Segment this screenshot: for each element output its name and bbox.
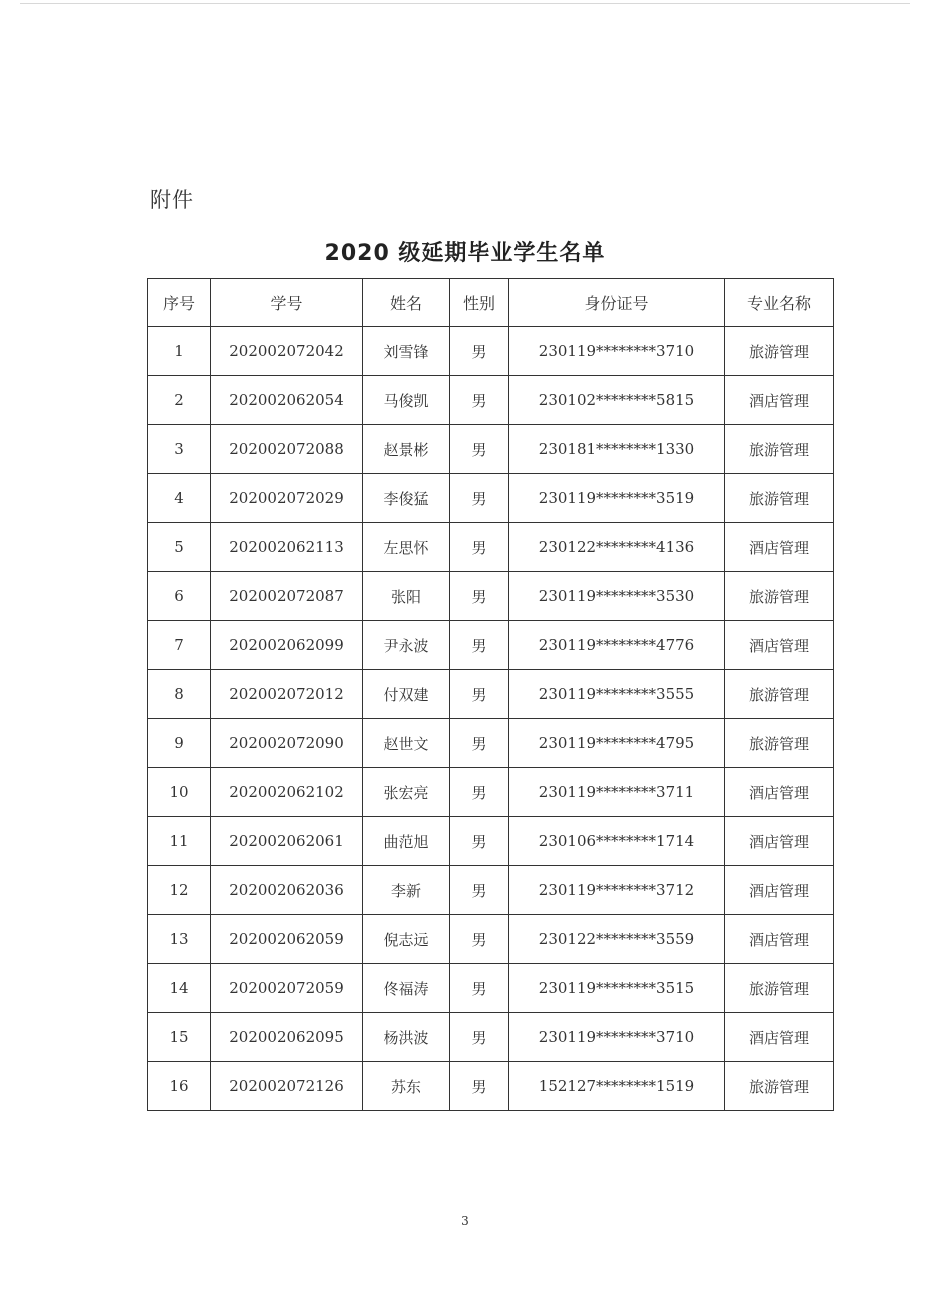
cell-major: 酒店管理 (725, 621, 834, 670)
table-row (148, 1013, 834, 1062)
cell-index: 13 (148, 915, 211, 964)
cell-student-id: 202002072029 (211, 474, 363, 523)
cell-name: 李俊猛 (363, 474, 450, 523)
attachment-label: 附件 (150, 188, 194, 212)
cell-id-number: 230181********1330 (509, 425, 725, 474)
cell-gender: 男 (450, 1013, 509, 1062)
table-row (148, 425, 834, 474)
cell-gender: 男 (450, 523, 509, 572)
cell-index: 6 (148, 572, 211, 621)
student-roster-table (147, 278, 834, 1111)
cell-index: 15 (148, 1013, 211, 1062)
document-title: 2020 级延期毕业学生名单 (324, 241, 606, 266)
cell-student-id: 202002062102 (211, 768, 363, 817)
cell-id-number: 230119********3515 (509, 964, 725, 1013)
header-id-number: 身份证号 (509, 279, 725, 327)
cell-student-id: 202002062113 (211, 523, 363, 572)
cell-gender: 男 (450, 866, 509, 915)
cell-student-id: 202002062099 (211, 621, 363, 670)
cell-id-number: 230122********3559 (509, 915, 725, 964)
cell-index: 4 (148, 474, 211, 523)
cell-gender: 男 (450, 964, 509, 1013)
cell-id-number: 230119********3555 (509, 670, 725, 719)
cell-id-number: 230119********3711 (509, 768, 725, 817)
cell-major: 旅游管理 (725, 425, 834, 474)
cell-gender: 男 (450, 425, 509, 474)
cell-major: 酒店管理 (725, 1013, 834, 1062)
table-row (148, 915, 834, 964)
cell-name: 倪志远 (363, 915, 450, 964)
cell-major: 旅游管理 (725, 719, 834, 768)
cell-gender: 男 (450, 572, 509, 621)
cell-student-id: 202002062036 (211, 866, 363, 915)
cell-index: 9 (148, 719, 211, 768)
cell-gender: 男 (450, 376, 509, 425)
cell-index: 16 (148, 1062, 211, 1111)
cell-id-number: 230119********3710 (509, 1013, 725, 1062)
header-gender: 性别 (450, 279, 509, 327)
cell-id-number: 230122********4136 (509, 523, 725, 572)
cell-student-id: 202002062095 (211, 1013, 363, 1062)
cell-index: 11 (148, 817, 211, 866)
table-row (148, 866, 834, 915)
cell-id-number: 230119********3712 (509, 866, 725, 915)
table-row (148, 719, 834, 768)
table-row (148, 670, 834, 719)
cell-index: 14 (148, 964, 211, 1013)
cell-name: 苏东 (363, 1062, 450, 1111)
cell-id-number: 230119********4795 (509, 719, 725, 768)
cell-name: 张阳 (363, 572, 450, 621)
cell-major: 酒店管理 (725, 768, 834, 817)
table-row (148, 523, 834, 572)
cell-gender: 男 (450, 327, 509, 376)
cell-student-id: 202002072042 (211, 327, 363, 376)
cell-student-id: 202002072088 (211, 425, 363, 474)
cell-major: 旅游管理 (725, 964, 834, 1013)
cell-student-id: 202002072087 (211, 572, 363, 621)
cell-index: 12 (148, 866, 211, 915)
cell-major: 旅游管理 (725, 670, 834, 719)
cell-index: 1 (148, 327, 211, 376)
cell-gender: 男 (450, 768, 509, 817)
cell-index: 3 (148, 425, 211, 474)
cell-student-id: 202002072126 (211, 1062, 363, 1111)
cell-name: 左思怀 (363, 523, 450, 572)
header-name: 姓名 (363, 279, 450, 327)
cell-student-id: 202002072012 (211, 670, 363, 719)
cell-name: 赵世文 (363, 719, 450, 768)
cell-name: 付双建 (363, 670, 450, 719)
cell-major: 旅游管理 (725, 572, 834, 621)
cell-name: 杨洪波 (363, 1013, 450, 1062)
table-row (148, 817, 834, 866)
table-header-row (148, 279, 834, 327)
cell-index: 7 (148, 621, 211, 670)
table-row (148, 768, 834, 817)
cell-name: 刘雪锋 (363, 327, 450, 376)
cell-student-id: 202002072059 (211, 964, 363, 1013)
cell-major: 旅游管理 (725, 474, 834, 523)
cell-student-id: 202002062061 (211, 817, 363, 866)
cell-gender: 男 (450, 915, 509, 964)
cell-name: 曲范旭 (363, 817, 450, 866)
cell-major: 旅游管理 (725, 327, 834, 376)
cell-student-id: 202002062059 (211, 915, 363, 964)
cell-id-number: 230119********3710 (509, 327, 725, 376)
cell-id-number: 230106********1714 (509, 817, 725, 866)
table-row (148, 327, 834, 376)
cell-id-number: 230119********3519 (509, 474, 725, 523)
table-row (148, 474, 834, 523)
cell-index: 5 (148, 523, 211, 572)
cell-name: 尹永波 (363, 621, 450, 670)
cell-major: 酒店管理 (725, 915, 834, 964)
header-major: 专业名称 (725, 279, 834, 327)
table-row (148, 964, 834, 1013)
page-number: 3 (461, 1214, 469, 1228)
scan-edge-line (20, 3, 910, 4)
cell-index: 10 (148, 768, 211, 817)
cell-gender: 男 (450, 621, 509, 670)
table-row (148, 572, 834, 621)
table-row (148, 376, 834, 425)
cell-name: 佟福涛 (363, 964, 450, 1013)
cell-id-number: 230119********4776 (509, 621, 725, 670)
cell-id-number: 230102********5815 (509, 376, 725, 425)
cell-gender: 男 (450, 817, 509, 866)
cell-gender: 男 (450, 670, 509, 719)
cell-name: 李新 (363, 866, 450, 915)
cell-student-id: 202002062054 (211, 376, 363, 425)
cell-id-number: 230119********3530 (509, 572, 725, 621)
cell-gender: 男 (450, 1062, 509, 1111)
cell-major: 旅游管理 (725, 1062, 834, 1111)
cell-name: 赵景彬 (363, 425, 450, 474)
header-student-id: 学号 (211, 279, 363, 327)
cell-id-number: 152127********1519 (509, 1062, 725, 1111)
table-body (148, 327, 834, 1111)
cell-major: 酒店管理 (725, 523, 834, 572)
cell-major: 酒店管理 (725, 866, 834, 915)
table-row (148, 1062, 834, 1111)
header-index: 序号 (148, 279, 211, 327)
cell-index: 2 (148, 376, 211, 425)
cell-gender: 男 (450, 474, 509, 523)
cell-major: 酒店管理 (725, 817, 834, 866)
cell-name: 张宏亮 (363, 768, 450, 817)
cell-index: 8 (148, 670, 211, 719)
cell-gender: 男 (450, 719, 509, 768)
cell-major: 酒店管理 (725, 376, 834, 425)
cell-student-id: 202002072090 (211, 719, 363, 768)
cell-name: 马俊凯 (363, 376, 450, 425)
table-row (148, 621, 834, 670)
